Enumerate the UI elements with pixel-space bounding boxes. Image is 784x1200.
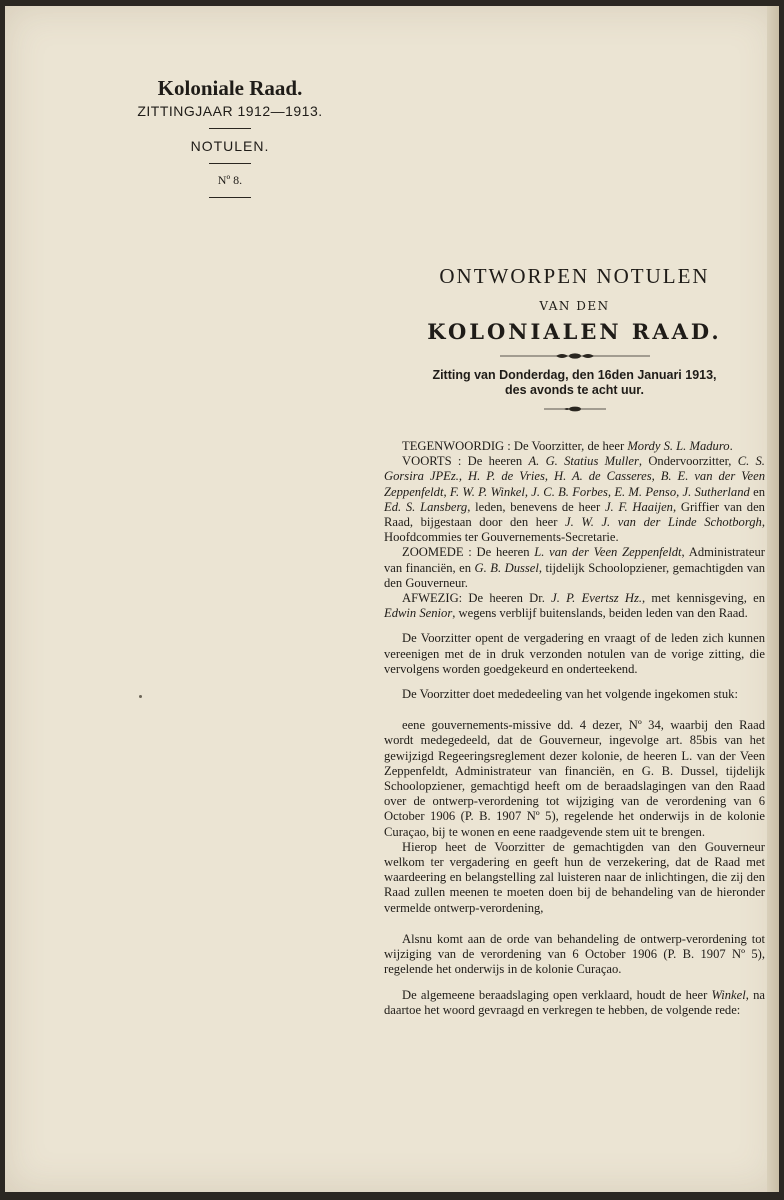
session-year: ZITTINGJAAR 1912—1913.: [137, 103, 323, 119]
minutes-body: [384, 439, 765, 1018]
session-heading: [384, 368, 765, 398]
page-spine: [767, 6, 779, 1192]
header-block: [95, 76, 365, 207]
attendance-absent: AFWEZIG: De heeren Dr. J. P. Evertsz Hz., met kennisgeving, en Edwin Senior, wegens verblijf buitenslands, beiden leden van den Raad.: [384, 591, 765, 621]
session-heading-line2: des avonds te acht uur.: [505, 383, 644, 397]
document-title: ONTWORPEN NOTULEN: [439, 264, 710, 288]
paragraph-opening: De Voorzitter opent de vergadering en vraagt of de leden zich kunnen vereenigen met de in druk verzonden notulen van de vorige zitting, die vervolgens worden goedgekeurd en onderteekend.: [384, 631, 765, 676]
ornament-small-icon: [544, 405, 606, 413]
paragraph-missive: eene gouvernements-missive dd. 4 dezer, Nº 34, waarbij den Raad wordt medegedeeld, dat de Gouverneur, ingevolge art. 85bis van het gewijzigd Regeeringsreglement dezer kolonie, de heeren L. van der Veen Zeppenfeldt, Administrateur van financiën, en G. B. Dussel, tijdelijk Schoolopziener, gemachtigd heeft om de beraadslagingen van den Raad over de ontwerp-verordening tot wijziging van de verordening van 6 October 1906 (P. B. 1907 Nº 5), regelende het onderwijs in de kolonie Curaçao, bij te wonen en eene raadgevende stem uit te brengen.: [384, 718, 765, 839]
paragraph-debate: De algemeene beraadslaging open verklaard, houdt de heer Winkel, na daartoe het woord gevraagd en verkregen te hebben, de volgende rede:: [384, 987, 765, 1017]
notulen-heading: NOTULEN.: [190, 138, 270, 154]
session-heading-line1: Zitting van Donderdag, den 16den Januari 1913,: [432, 368, 717, 382]
council-title: Koloniale Raad.: [157, 76, 303, 100]
divider: [209, 197, 251, 198]
divider: [209, 128, 251, 129]
document-subtitle: KOLONIALEN RAAD.: [427, 319, 722, 344]
attendance-also: VOORTS : De heeren A. G. Statius Muller, Ondervoorzitter, C. S. Gorsira JPEz., H. P. de Vries, H. A. de Casseres, B. E. van der Veen Zeppenfeldt, F. W. P. Winkel, J. C. B. Forbes, E. M. Penso, J. Sutherland en Ed. S. Lansberg, leden, benevens de heer J. F. Haaijen, Griffier van den Raad, bijgestaan door den heer J. W. J. van der Linde Schotborgh, Hoofdcommies ter Gouvernements-Secretarie.: [384, 454, 766, 545]
main-column: [384, 264, 765, 1018]
document-number: Nº 8.: [217, 173, 243, 187]
attendance-representatives: ZOOMEDE : De heeren L. van der Veen Zeppenfeldt, Administrateur van financiën, en G. B. Dussel, tijdelijk Schoolopziener, gemachtigden van den Gouverneur.: [384, 545, 765, 590]
paragraph-agenda: Alsnu komt aan de orde van behandeling de ontwerp-verordening tot wijziging van de verordening van 6 October 1906 (P. B. 1907 Nº 5), regelende het onderwijs in de kolonie Curaçao.: [384, 931, 765, 977]
document-page: [5, 6, 779, 1192]
document-title-connector: VAN DEN: [539, 299, 610, 313]
paragraph-announcement: De Voorzitter doet mededeeling van het volgende ingekomen stuk:: [402, 687, 738, 702]
ornament-divider-icon: [500, 351, 650, 361]
divider: [209, 163, 251, 164]
paragraph-welcome: Hierop heet de Voorzitter de gemachtigden van den Gouverneur welkom ter vergadering en geeft hun de verzekering, dat de Raad met waardeering en belangstelling zal luisteren naar de inlichtingen, die zij den Raad zullen meenen te moeten doen bij de behandeling van de hieronder vermelde ontwerp-verordening,: [384, 839, 765, 915]
paper-speck: [139, 695, 142, 698]
attendance-present: TEGENWOORDIG : De Voorzitter, de heer Mordy S. L. Maduro.: [402, 439, 733, 453]
